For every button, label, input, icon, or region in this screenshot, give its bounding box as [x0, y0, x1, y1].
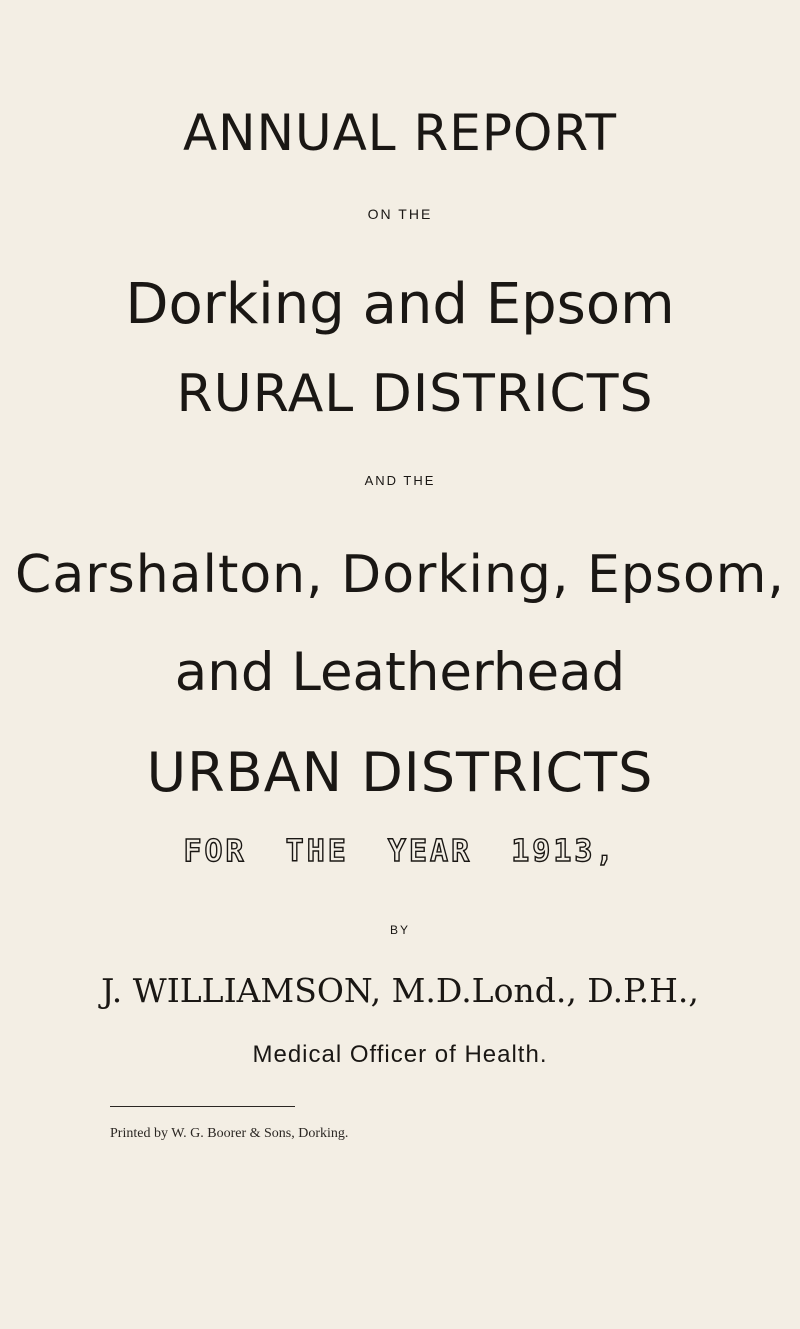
by-text: BY	[389, 923, 410, 937]
report-year	[0, 835, 800, 869]
author-role: Medical Officer of Health.	[252, 1041, 548, 1068]
report-heading: ANNUAL REPORT	[182, 104, 618, 162]
urban-district-names-line1: Carshalton, Dorking, Epsom,	[15, 545, 785, 605]
urban-district-names-line2: and Leatherhead	[174, 642, 626, 703]
urban-districts-heading: URBAN DISTRICTS	[146, 741, 654, 804]
report-year-text: FOR THE YEAR 1913,	[183, 834, 617, 869]
and-the-text: AND THE	[364, 473, 436, 488]
printer-credit: Printed by W. G. Boorer & Sons, Dorking.	[110, 1126, 349, 1141]
divider-rule	[110, 1106, 295, 1107]
author-name: J. WILLIAMSON, M.D.Lond., D.P.H.,	[101, 971, 699, 1010]
on-the-text: ON THE	[367, 206, 433, 222]
rural-districts-heading: RURAL DISTRICTS	[176, 364, 654, 424]
rural-district-names: Dorking and Epsom	[125, 272, 675, 337]
